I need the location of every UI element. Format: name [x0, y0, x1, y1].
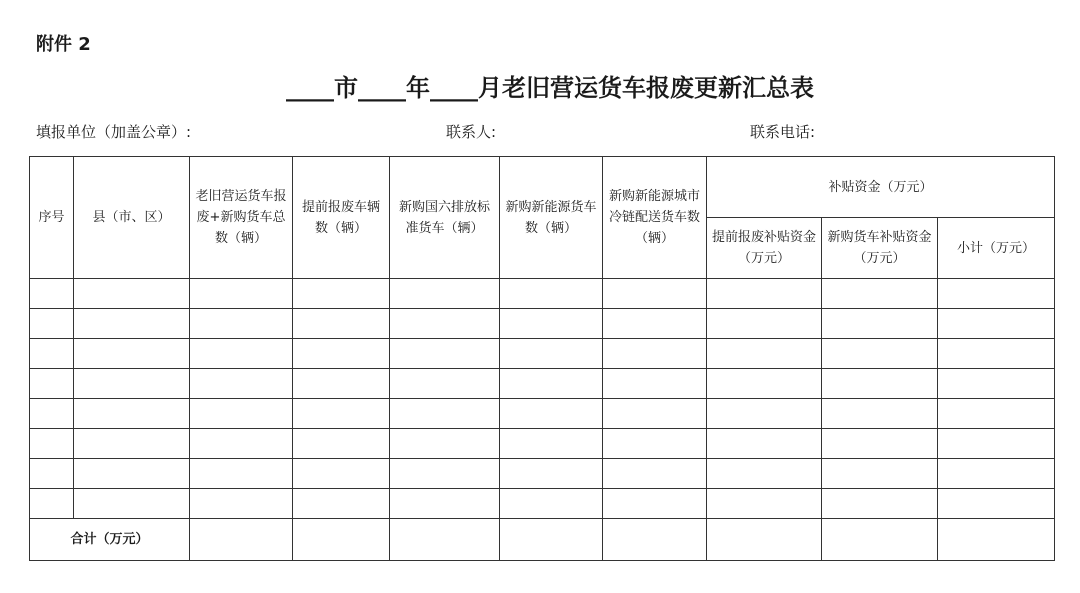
table-body: [30, 279, 1055, 561]
table-row: [30, 339, 1055, 369]
table-cell[interactable]: [822, 459, 938, 489]
table-cell[interactable]: [190, 459, 293, 489]
table-cell[interactable]: [938, 339, 1055, 369]
table-row: [30, 399, 1055, 429]
contact-phone-label: 联系电话:: [750, 123, 816, 141]
table-cell[interactable]: [707, 309, 822, 339]
total-cell[interactable]: [390, 519, 500, 561]
table-cell[interactable]: [190, 279, 293, 309]
header-early-scrap-count: 提前报废车辆数（辆）: [293, 157, 390, 279]
table-cell[interactable]: [938, 279, 1055, 309]
total-cell[interactable]: [822, 519, 938, 561]
table-cell[interactable]: [390, 489, 500, 519]
table-cell[interactable]: [30, 369, 74, 399]
total-cell[interactable]: [707, 519, 822, 561]
table-cell[interactable]: [74, 489, 190, 519]
table-cell[interactable]: [500, 309, 603, 339]
table-cell[interactable]: [500, 399, 603, 429]
table-cell[interactable]: [293, 399, 390, 429]
table-cell[interactable]: [938, 429, 1055, 459]
table-cell[interactable]: [500, 339, 603, 369]
table-cell[interactable]: [500, 369, 603, 399]
table-row: [30, 279, 1055, 309]
table-cell[interactable]: [822, 339, 938, 369]
total-cell[interactable]: [190, 519, 293, 561]
table-cell[interactable]: [74, 279, 190, 309]
table-cell[interactable]: [74, 459, 190, 489]
table-cell[interactable]: [822, 279, 938, 309]
table-cell[interactable]: [707, 339, 822, 369]
table-cell[interactable]: [293, 489, 390, 519]
table-cell[interactable]: [74, 309, 190, 339]
header-subtotal: 小计（万元）: [938, 218, 1055, 279]
table-cell[interactable]: [707, 429, 822, 459]
table-cell[interactable]: [603, 339, 707, 369]
total-row: [30, 519, 1055, 561]
table-cell[interactable]: [938, 459, 1055, 489]
table-cell[interactable]: [707, 369, 822, 399]
table-cell[interactable]: [30, 429, 74, 459]
table-cell[interactable]: [190, 339, 293, 369]
table-cell[interactable]: [822, 429, 938, 459]
table-cell[interactable]: [30, 279, 74, 309]
header-subsidy-group: 补贴资金（万元）: [707, 157, 1055, 218]
table-cell[interactable]: [822, 369, 938, 399]
table-cell[interactable]: [74, 369, 190, 399]
header-early-scrap-subsidy: 提前报废补贴资金（万元）: [707, 218, 822, 279]
total-cell[interactable]: [938, 519, 1055, 561]
table-cell[interactable]: [603, 279, 707, 309]
table-cell[interactable]: [30, 489, 74, 519]
summary-table: [29, 156, 1055, 561]
table-cell[interactable]: [603, 309, 707, 339]
table-cell[interactable]: [30, 309, 74, 339]
table-cell[interactable]: [707, 459, 822, 489]
table-cell[interactable]: [500, 279, 603, 309]
total-cell[interactable]: [293, 519, 390, 561]
table-cell[interactable]: [190, 309, 293, 339]
table-cell[interactable]: [74, 339, 190, 369]
table-cell[interactable]: [603, 459, 707, 489]
table-cell[interactable]: [603, 429, 707, 459]
table-cell[interactable]: [500, 489, 603, 519]
fill-unit-label: 填报单位（加盖公章）:: [36, 123, 192, 141]
table-cell[interactable]: [293, 339, 390, 369]
header-total-vehicles: 老旧营运货车报废+新购货车总数（辆）: [190, 157, 293, 279]
table-cell[interactable]: [390, 369, 500, 399]
table-cell[interactable]: [30, 459, 74, 489]
table-cell[interactable]: [293, 429, 390, 459]
contact-person-label: 联系人:: [446, 123, 497, 141]
table-row: [30, 369, 1055, 399]
table-cell[interactable]: [30, 339, 74, 369]
header-new-china6-trucks: 新购国六排放标准货车（辆）: [390, 157, 500, 279]
document-title: ____市____年____月老旧营运货车报废更新汇总表: [286, 74, 814, 102]
attachment-label: 附件 2: [36, 34, 91, 55]
table-cell[interactable]: [390, 279, 500, 309]
table-cell[interactable]: [822, 309, 938, 339]
table-cell[interactable]: [190, 429, 293, 459]
table-cell[interactable]: [603, 369, 707, 399]
table-cell[interactable]: [390, 429, 500, 459]
table-cell[interactable]: [293, 309, 390, 339]
table-cell[interactable]: [603, 399, 707, 429]
table-cell[interactable]: [603, 489, 707, 519]
table-cell[interactable]: [707, 399, 822, 429]
table-cell[interactable]: [390, 339, 500, 369]
table-cell[interactable]: [707, 489, 822, 519]
table-cell[interactable]: [190, 399, 293, 429]
table-cell[interactable]: [500, 429, 603, 459]
table-cell[interactable]: [30, 399, 74, 429]
table-cell[interactable]: [390, 399, 500, 429]
header-new-energy-trucks: 新购新能源货车数（辆）: [500, 157, 603, 279]
header-county: 县（市、区）: [74, 157, 190, 279]
table-cell[interactable]: [938, 489, 1055, 519]
table-cell[interactable]: [293, 369, 390, 399]
table-row: [30, 429, 1055, 459]
table-cell[interactable]: [390, 459, 500, 489]
table-cell[interactable]: [293, 279, 390, 309]
table-row: [30, 459, 1055, 489]
total-cell[interactable]: [500, 519, 603, 561]
table-cell[interactable]: [390, 309, 500, 339]
table-cell[interactable]: [190, 489, 293, 519]
table-cell[interactable]: [938, 309, 1055, 339]
table-cell[interactable]: [500, 459, 603, 489]
table-cell[interactable]: [74, 429, 190, 459]
table-cell[interactable]: [938, 369, 1055, 399]
table-row: [30, 309, 1055, 339]
table-cell[interactable]: [707, 279, 822, 309]
table-cell[interactable]: [190, 369, 293, 399]
header-new-truck-subsidy: 新购货车补贴资金（万元）: [822, 218, 938, 279]
table-cell[interactable]: [74, 399, 190, 429]
header-new-energy-cold-chain: 新购新能源城市冷链配送货车数（辆）: [603, 157, 707, 279]
table-cell[interactable]: [938, 399, 1055, 429]
header-seq: 序号: [30, 157, 74, 279]
table-row: [30, 489, 1055, 519]
table-cell[interactable]: [822, 489, 938, 519]
total-label: 合计（万元）: [30, 519, 190, 561]
table-cell[interactable]: [293, 459, 390, 489]
total-cell[interactable]: [603, 519, 707, 561]
table-cell[interactable]: [822, 399, 938, 429]
